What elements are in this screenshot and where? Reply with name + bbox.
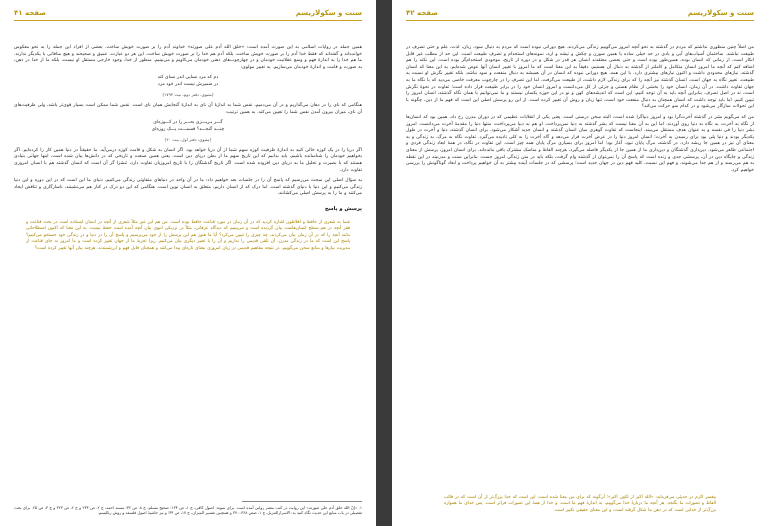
- left-paragraph-3: اگر دریا را در یک کوزه خالی کنید به اندازهٔ ظرفیت کوزه سهم شما از آن دریا خواهد بود. اگر انسان به شکل و قامت کوزه درمی‌آید. ما حقیقتاً در دنیا همین کار را کرده‌ایم. اگر بخواهیم خودمان را شناسانده باشیم، باید بدانیم که این تاریخ سهم ما از بطن دریای دین است. یعنی همین صنعت و تاریخی که در دانش‌ها بیان شده است، اینها جهانی بنیادی هستند که با بصیرت و تحلیل ما به دریای دین افزوده شده است. اگر تاریخ گذشتگان را با تاریخ امروزیان تفاوت دارد، تنشزا گر آن است که انسان گذشته هم با انسان امروزی تفاوت دارد.: [14, 147, 362, 173]
- left-page: [0, 0, 376, 526]
- book-gutter: [376, 0, 392, 526]
- qa-section-heading: پرسش و پاسخ: [324, 205, 362, 212]
- left-poem-2: [14, 120, 362, 134]
- right-header-rule: [406, 20, 754, 21]
- poem-1-line-1: دم که مرد نسایی اندر نسای کند: [157, 75, 219, 81]
- footnote-rule: [242, 501, 362, 502]
- left-header-rule: [14, 20, 362, 21]
- left-question-box: [14, 220, 362, 252]
- right-paragraph-1: من اصلاً چنین منظوری نداشتم که مردم در گذشته به نحو آنچه امروز می‌گوییم زندگی می‌کردند. هیچ دورانی نبوده است که مردم به دنبال سود، زبان، لذت، علم و حتی تصرف در طبیعت نباشند. ساختمان آسیاب‌های آبی و بادی در حد خیلی ساده یا همین سوزن و چکش و تیشه و اره، نمونه‌های استخدام و تصرف طبیعت است. این حد از مطلب غیر قابل انکار است. از زمانی که انسان بوده، همین‌طور بوده است و حتی بعضی معتقدند انسان هر قدر در شکل و در دوره از تاریخ، موجودی استخدام‌گر بوده است. این نکته را هم اضافه کنم که آنچه ما امروز انسان متکامل و کاملتر از گذشته به دنبال آن هستیم، دقیقاً به این معنا است که ما امروز با تغییر انسان آنها عوض شده‌ایم. به این معنا که انسان گذشته، نیازهای محدودی داشت و اکنون نیازهای بیشتری دارد. با این همه، هیچ دورانی نبوده که انسان در آن همیشه به دنبال منفعت و سود نباشد، بلکه تغییر نگرش او نسبت به طبیعت، تغییر نگاه به جهان است. انسان گذشته نیز آنچه را که برای زندگی لازم داشت، از طبیعت می‌گرفت، اما این تصرف را در چارچوب معرفت خاصی می‌دید که با نگاه ما به جهان تفاوت داشت. در آن زمان، انسان خود را بخشی از نظام هستی و جزئی از کل می‌دانست و امروز انسان خود را در برابر طبیعت قرار داده است؛ تفاوت در نحوهٔ نگرش است، نه در اصل تصرف. بنابراین آنچه باید به آن توجه کنیم، این است که اندیشه‌های کهن و نو در این حوزه یکسان نیستند و ما نمی‌توانیم با همان نگاه گذشته، انسان امروز را تبیین کنیم. اما باید توجه داشت که انسان همچنان به دنبال منفعت خود است، تنها زبان و روش آن تغییر کرده است. از این رو پرسش اصلی این است که فهم ما از دین، چگونه با این تحولات سازگار می‌شود و در کدام سو حرکت می‌کند؟: [406, 45, 754, 110]
- left-paragraph-1: همین جمله در روایات اسلامی به این صورت آمده است: «خلق الله آدم علی صورته» خداوند آدم را بر صورت خویش ساخت. بعضی از افراد این جمله را به نحو معکوس خوانده‌اند و گفته‌اند که فقط خدا آدم را بر صورت خویش ساخت، بلکه آدم هم خدا را بر صورت خویش ساخت. این هر دو عبارت، عمیق و صحیحند و هیچ منافاتی با یکدیگر ندارند. ما هم خدا را به اندازهٔ فهم و وسع عقلانیت خودمان و در چهارچوب‌های ذهنی خودمان می‌کاویم و می‌بینیم. منظور از خدا، وجود خارجی مستقل او نیست، بلکه ما از خدا در ذهن، به صورت و قامت و اندازهٔ خودمان می‌سازیم. به تعبیر مولوی:: [14, 45, 362, 70]
- poem-1-line-2: در ضمیرش نیست اندر خود مرد: [157, 82, 219, 88]
- poem-2-citation: (مثنوی، دفتر اول، بیت ۲۰): [164, 136, 212, 142]
- left-paragraph-2: هنگامی که نای را در دهان می‌گذاریم و در آن می‌دمیم، نفس شما به اندازهٔ آن نای به اندازهٔ گنجایش همان نای است. نفس شما ممکن است بسیار قوی‌تر باشد، ولی ظرفیت‌های آن نای، میزان بیرون آمدن نفس شما را تعیین می‌کند. به همین ترتیب:: [14, 102, 362, 115]
- right-page-header: [406, 8, 754, 18]
- right-page-number: صفحه ۴۲: [406, 9, 439, 17]
- left-poem-1: [14, 75, 362, 89]
- left-question-text: شما به شعری از حافظ و افلاطون اشاره کردید که در آن زمان در مورد قناعت حافظ بوده است. من هم ابن غیر مثلاً شعری از آنچه در انسان ایستاده است در بحث قناعت و فقر آنچه در هم سطح انسان‌هاست بیان گردیده است و می‌بینیم که دیدگاه عرفانی، مثلاً در نزدیکی انبوی بیان آنچه آمده است حفظ نیست. به این معنا که اکنون اصطلاحاتی مانند آنچه را که در آن زمان بیان می‌کردند، چه چیزی را تبیین می‌کرد؟ آیا ما هنوز هم این پرسش را از خود می‌پرسیم و پاسخ آن را در دنیا و در زندگی خود جستجو می‌کنیم؟ پاسخ این است که ما در زندگی مدرن، آن تلقی قدیمی را نداریم و آن را با تعبیر دیگری بیان می‌کنیم. زیرا تجربهٔ ما از جهان تغییر کرده است و ما امروز به جای قناعت از مدیریت نیازها و منابع سخن می‌گوییم. در نتیجه مفاهیم قدیمی در زبان امروزی معنای تازه‌ای پیدا می‌کنند و همچنان قابل فهم و ارزشمندند، هرچند بیان آنها تغییر کرده است؟: [26, 219, 350, 251]
- left-footnotes: [14, 493, 362, 516]
- right-page: [392, 0, 768, 526]
- right-paragraph-2: من که می‌گویم بشر در گذشته آخرت‌گرا بود و امروز دنیاگرا شده است، البته سخن درستی است. یعنی یکی از انقلابات عظیمی که در دوران مدرن رخ داد، همین بود که انسان‌ها از نگاه به آخرت، به نگاه به دنیا روی آوردند. اما این به آن معنا نیست که بشر گذشته به دنیا نمی‌پرداخت. او هم به دنیا می‌پرداخت، منتها دنیا را مقدمهٔ آخرت می‌دانست. امروز بشر دنیا را فی نفسه و به عنوان هدف مستقل می‌بیند. اینجاست که تفاوت گوهری میان انسان گذشته و انسان جدید آشکار می‌شود. برای انسان گذشته، دنیا و آخرت در طول یکدیگر بودند و دنیا پلی بود برای رسیدن به آخرت؛ انسان امروز دنیا را در عرض آخرت قرار می‌دهد و گاه آخرت را به کلی نادیده می‌گیرد. تفاوت نگاه به مرگ، به زندگی و به معنای آن نیز در همین جا ریشه دارد. در گذشته، مرگ پایان نبود، آغاز بود؛ اما امروز برای بسیاری مرگ پایان همه چیز است. این تفاوت در نگاه، در همهٔ ابعاد زندگی فردی و اجتماعی ظاهر می‌شود. دین‌داری گذشتگان و دین‌داری ما از همین جا از یکدیگر فاصله می‌گیرد، هرچند الفاظ و مناسک مشترک باقی مانده‌اند. برای انسان امروز، پرسش از معنای زندگی و جایگاه دین در آن، پرسشی جدی و زنده است که پاسخ آن را نمی‌توان از گذشته وام گرفت، بلکه باید در متن زندگی امروز جست. بنابراین سنت و مدرنیته در این نقطه به هم می‌رسند و از هم جدا می‌شوند، و فهم این نسبت، کلید فهم دین در جهان جدید است؛ پرسشی که در جلسات آینده بیشتر به آن خواهیم پرداخت و ابعاد گوناگونش را بررسی خواهیم کرد.: [406, 114, 754, 173]
- poem-2-line-1: گـــر بـریـــزی بحـــر را در کـــوزه‌ای: [153, 120, 223, 126]
- poem-1-citation: (مثنوی، دفتر دوم، بیت ۱۷۹۳): [162, 91, 214, 97]
- footnote-1: ۱. «إنّ الله خلق آدم علی صورته» این روایت در کتب معتبر روایی آمده است. برای نمونه: اصول کافی، ج ۱، ص ۱۳۴؛ صحیح مسلم، ج ۸، ص ۳۲؛ مسند احمد، ج ۲، ص ۲۴۴ و ج ۲، ص ۳۲۳ و ج ۳، ص ۲۵. برای بحث تفصیلی در باب منابع این حدیث نگاه کنید به: الاسرارالتنزیل، ج ۱، صص ۳۶۸–۳۷۰ و همچنین تفسیر المیزان، ج ۱۷، ص ۴۴؛ و نیز حاشیهٔ اصول فلسفه و روش رئالیسم.: [14, 504, 362, 516]
- right-question-text: پیغمبر اکرم در حدیثی می‌فرماید: «الله اکبر از لکون اکبر»؛ آن‌گونه که برای من معنا شده است، این است که خدا بزرگ‌تر از آن است که در قالب الفاظ و تصورات ما بگنجد. هر آنچه ما دربارهٔ خدا می‌گوییم، به اندازهٔ فهم ما است، و خدا از همهٔ این تصورات فراتر است. پس خدای ما همواره بزرگ‌تر از خدایی است که در ذهن ما شکل گرفته است، و این معنای حقیقی تکبیر است.: [444, 494, 716, 513]
- right-question-box: [432, 495, 728, 514]
- left-page-header: [14, 8, 362, 18]
- left-header-title: سنت و سکولاریسم: [295, 9, 362, 17]
- left-page-number: صفحه ۴۱: [14, 9, 47, 17]
- right-header-title: سنت و سکولاریسم: [687, 9, 754, 17]
- poem-2-line-2: چنـــد گنجـــد؟ قسمـــت یـــک روزه‌ای: [151, 126, 225, 132]
- left-paragraph-4: به سؤال اصلی این مبحث می‌رسیم که پاسخ آن را در جلسات بعد خواهیم داد: ما در آن واحد در دنیاهای متفاوتی زندگی می‌کنیم، دنیای ما این است که در این دوره و این دنیا زندگی می‌کنیم و این دنیا با دنیای گذشته است. اما درک که از انسان داریم، متعلق به انسان نوین است. هنگامی که این دو درک در کنار هم می‌نشینند، ناسازگاری و تناقض ایجاد می‌کنند و ما را به پرسش اصلی می‌کشانند.: [14, 178, 362, 197]
